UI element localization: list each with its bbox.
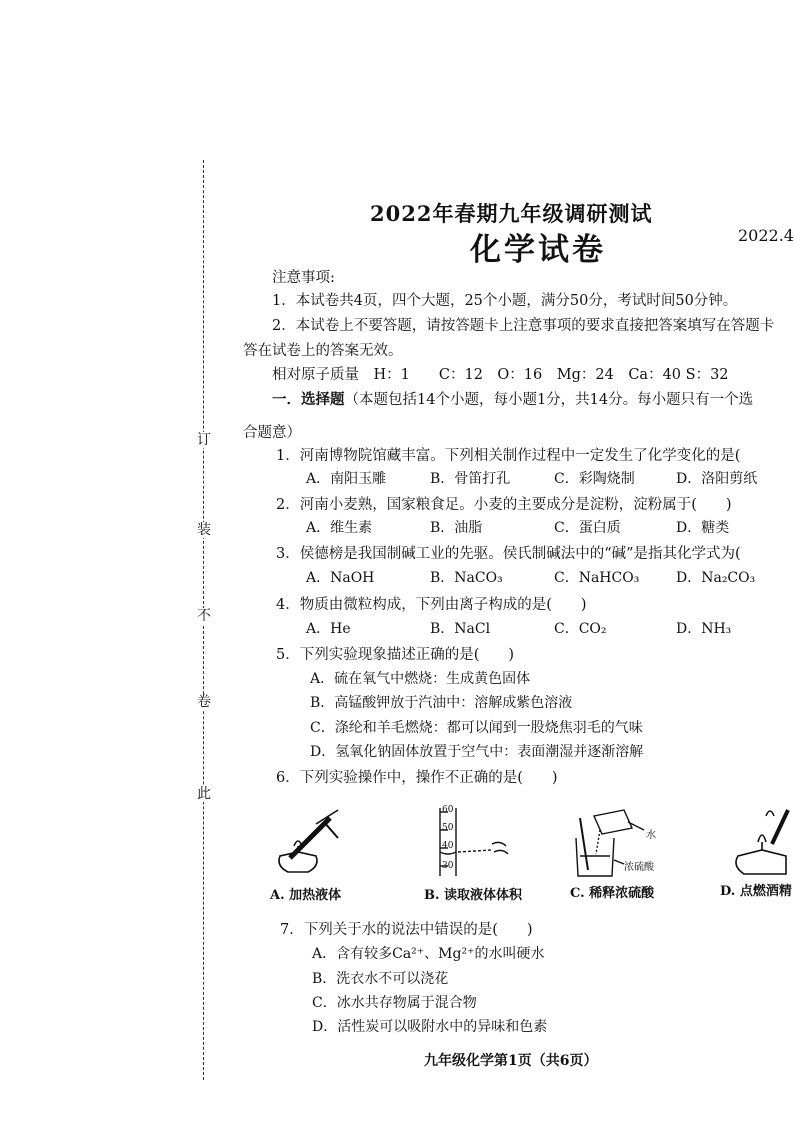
question-3-stem: 3．侯德榜是我国制碱工业的先驱。侯氏制碱法中的“碱”是指其化学式为(: [276, 546, 741, 562]
section-desc: （本题包括14个小题，每小题1分，共14分。每小题只有一个选: [344, 392, 754, 408]
figure-alcohol-lamp: [732, 800, 794, 880]
section-heading: 一．选择题: [272, 391, 345, 408]
figure-b-caption: B. 读取液体体积: [424, 888, 523, 903]
figure-c-caption: C. 稀释浓硫酸: [570, 886, 655, 901]
section-desc-cont: 合题意）: [243, 425, 301, 441]
q3-option-b: B．NaCO₃: [430, 570, 503, 586]
notes-heading: 注意事项:: [272, 270, 335, 286]
q7-option-b: B．洗衣水不可以浇花: [312, 971, 449, 987]
q2-option-b: B．油脂: [430, 520, 483, 536]
question-2-stem: 2．河南小麦熟，国家粮食足。小麦的主要成分是淀粉，淀粉属于( ): [276, 497, 732, 513]
q5-option-c: C．涤纶和羊毛燃烧：都可以闻到一股烧焦羽毛的气味: [310, 720, 643, 736]
question-7-stem: 7．下列关于水的说法中错误的是( ): [280, 922, 533, 938]
q1-option-b: B．骨笛打孔: [430, 471, 511, 487]
q1-option-c: C．彩陶烧制: [554, 471, 635, 487]
q5-option-d: D．氢氧化钠固体放置于空气中：表面潮湿并逐渐溶解: [310, 744, 644, 760]
q1-option-d: D．洛阳剪纸: [676, 471, 758, 487]
cylinder-tick-50: 50: [442, 823, 454, 833]
q4-option-d: D．NH₃: [676, 621, 732, 637]
question-1-stem: 1．河南博物院馆藏丰富。下列相关制作过程中一定发生了化学变化的是(: [276, 448, 741, 464]
q5-option-b: B．高锰酸钾放于汽油中：溶解成紫色溶液: [310, 695, 573, 711]
exam-title: 2022年春期九年级调研测试: [370, 201, 653, 226]
note-2-cont: 答在试卷上的答案无效。: [243, 343, 403, 359]
acid-label: 浓硫酸: [624, 862, 654, 873]
cylinder-tick-40: 40: [442, 841, 454, 851]
q7-option-d: D．活性炭可以吸附水中的异味和色素: [312, 1019, 548, 1035]
question-4-stem: 4．物质由微粒构成，下列由离子构成的是( ): [276, 597, 587, 613]
exam-date: 2022.4: [738, 226, 794, 245]
q3-option-d: D．Na₂CO₃: [676, 570, 756, 586]
q7-option-a: A．含有较多Ca²⁺、Mg²⁺的水叫硬水: [312, 946, 545, 962]
q3-option-c: C．NaHCO₃: [554, 570, 640, 586]
q4-option-a: A．He: [306, 621, 351, 637]
cylinder-tick-30: 30: [442, 861, 454, 871]
binding-char: 卷: [197, 694, 211, 710]
q3-option-a: A．NaOH: [306, 570, 375, 586]
q2-option-c: C．蛋白质: [554, 520, 621, 536]
q5-option-a: A．硫在氧气中燃烧：生成黄色固体: [310, 671, 531, 687]
q1-option-a: A．南阳玉雕: [306, 471, 387, 487]
binding-char: 不: [197, 608, 211, 624]
binding-char: 装: [197, 522, 211, 538]
figure-diluting-acid: [566, 808, 676, 880]
binding-char: 此: [197, 786, 211, 802]
cylinder-tick-60: 60: [442, 805, 454, 815]
q2-option-d: D．糖类: [676, 520, 730, 536]
q4-option-c: C．CO₂: [554, 621, 607, 637]
note-1: 1．本试卷共4页，四个大题，25个小题，满分50分，考试时间50分钟。: [272, 293, 738, 309]
q7-option-c: C．冰水共存物属于混合物: [312, 995, 477, 1011]
question-6-stem: 6．下列实验操作中，操作不正确的是( ): [276, 770, 558, 786]
note-2: 2．本试卷上不要答题，请按答题卡上注意事项的要求直接把答案填写在答题卡: [272, 318, 775, 334]
water-label: 水: [646, 830, 656, 841]
q2-option-a: A．维生素: [306, 520, 373, 536]
figure-d-caption: D. 点燃酒精: [720, 884, 792, 899]
figure-heating-liquid: [268, 800, 358, 880]
figure-a-caption: A. 加热液体: [270, 888, 342, 903]
page-footer: 九年级化学第1页（共6页）: [424, 1053, 598, 1069]
figure-graduated-cylinder: [418, 800, 528, 880]
binding-char: 订: [197, 432, 211, 448]
atomic-masses: 相对原子质量 H：1 C：12 O：16 Mg：24 Ca：40 S：32: [272, 367, 729, 383]
subject-title: 化学试卷: [470, 232, 606, 268]
question-5-stem: 5．下列实验现象描述正确的是( ): [276, 647, 515, 663]
q4-option-b: B．NaCl: [430, 621, 491, 637]
